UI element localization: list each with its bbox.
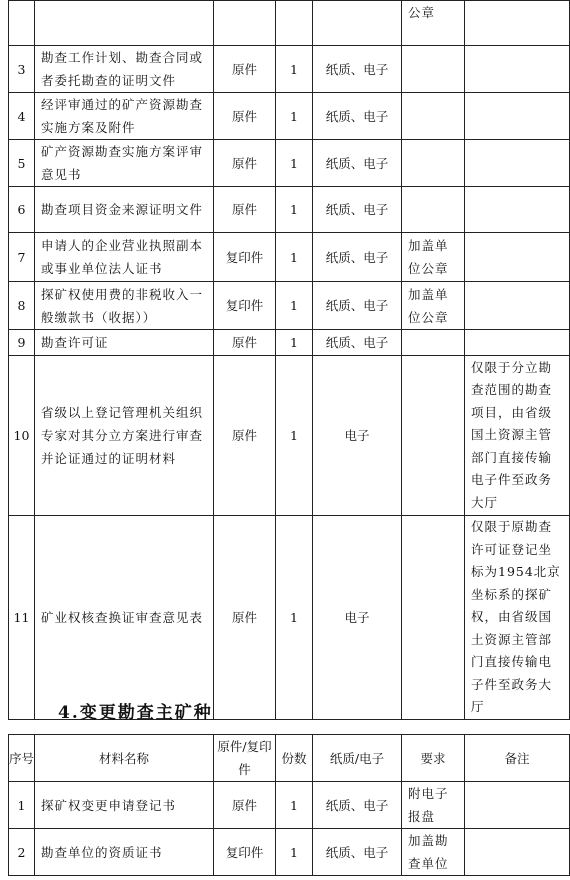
row-type: 原件: [214, 330, 276, 356]
row-count: 1: [276, 282, 313, 330]
row-req: [402, 46, 465, 93]
row-media: 纸质、电子: [313, 233, 402, 282]
row-note: [465, 782, 570, 829]
materials-table-continued: [8, 0, 570, 720]
row-media: 纸质、电子: [313, 282, 402, 330]
row-name: 勘查工作计划、勘查合同或者委托勘查的证明文件: [35, 46, 214, 93]
row-type: 原件: [214, 516, 276, 720]
row-req: [402, 93, 465, 140]
row-req: 加盖单位公章: [402, 282, 465, 330]
row-media: 纸质、电子: [313, 140, 402, 187]
header-type: 原件/复印件: [214, 735, 276, 782]
table-row: [9, 140, 570, 187]
header-count: 份数: [276, 735, 313, 782]
row-req: [402, 356, 465, 516]
row-type: 原件: [214, 140, 276, 187]
header-media: 纸质/电子: [313, 735, 402, 782]
row-type: 原件: [214, 782, 276, 829]
row-name: 探矿权使用费的非税收入一般缴款书（收据））: [35, 282, 214, 330]
table1-body: [9, 1, 570, 720]
row-no: 3: [9, 46, 35, 93]
row-req: 加盖勘查单位: [402, 829, 465, 876]
row-name: 矿业权核查换证审查意见表: [35, 516, 214, 720]
section-title: 4.变更勘查主矿种: [58, 703, 213, 723]
table-row: [9, 356, 570, 516]
table-row: [9, 1, 570, 46]
row-media: 纸质、电子: [313, 93, 402, 140]
materials-table: [8, 734, 570, 876]
row-note: [465, 93, 570, 140]
header-req: 要求: [402, 735, 465, 782]
row-type: 原件: [214, 187, 276, 233]
table-row: [9, 516, 570, 720]
row-count: [276, 1, 313, 46]
table2-header: [9, 735, 570, 782]
row-count: 1: [276, 46, 313, 93]
row-name: [35, 1, 214, 46]
table2-body: [9, 782, 570, 876]
row-type: 原件: [214, 93, 276, 140]
row-count: 1: [276, 140, 313, 187]
row-type: 复印件: [214, 282, 276, 330]
table-row: [9, 233, 570, 282]
row-count: 1: [276, 93, 313, 140]
row-req: 加盖单位公章: [402, 233, 465, 282]
table-row: [9, 282, 570, 330]
row-media: 纸质、电子: [313, 330, 402, 356]
row-count: 1: [276, 829, 313, 876]
row-name: 省级以上登记管理机关组织专家对其分立方案进行审查并论证通过的证明材料: [35, 356, 214, 516]
table-row: [9, 782, 570, 829]
row-name: 勘查项目资金来源证明文件: [35, 187, 214, 233]
row-name: 申请人的企业营业执照副本或事业单位法人证书: [35, 233, 214, 282]
row-note: [465, 140, 570, 187]
row-media: 纸质、电子: [313, 782, 402, 829]
row-type: 复印件: [214, 829, 276, 876]
row-req: [402, 140, 465, 187]
row-note: [465, 187, 570, 233]
row-no: 7: [9, 233, 35, 282]
row-req: [402, 330, 465, 356]
table-header-row: [9, 735, 570, 782]
table-row: [9, 187, 570, 233]
row-name: 经评审通过的矿产资源勘查实施方案及附件: [35, 93, 214, 140]
table-row: [9, 46, 570, 93]
row-req: [402, 516, 465, 720]
row-no: 5: [9, 140, 35, 187]
table-row: [9, 93, 570, 140]
row-req: 公章: [402, 1, 465, 46]
row-no: 9: [9, 330, 35, 356]
row-type: 原件: [214, 46, 276, 93]
row-no: 10: [9, 356, 35, 516]
header-no: 序号: [9, 735, 35, 782]
row-no: [9, 1, 35, 46]
row-note: [465, 330, 570, 356]
row-count: 1: [276, 330, 313, 356]
row-media: 纸质、电子: [313, 829, 402, 876]
row-note: [465, 46, 570, 93]
row-note: 仅限于分立勘查范围的勘查项目，由省级国土资源主管部门直接传输电子件至政务大厅: [465, 356, 570, 516]
row-no: 2: [9, 829, 35, 876]
row-note: [465, 829, 570, 876]
row-note: [465, 282, 570, 330]
row-media: [313, 1, 402, 46]
row-name: 勘查单位的资质证书: [35, 829, 214, 876]
table-row: [9, 330, 570, 356]
row-count: 1: [276, 187, 313, 233]
row-req: 附电子报盘: [402, 782, 465, 829]
row-name: 矿产资源勘查实施方案评审意见书: [35, 140, 214, 187]
row-count: 1: [276, 516, 313, 720]
row-count: 1: [276, 233, 313, 282]
row-no: 6: [9, 187, 35, 233]
header-note: 备注: [465, 735, 570, 782]
row-count: 1: [276, 782, 313, 829]
row-no: 1: [9, 782, 35, 829]
row-note: [465, 233, 570, 282]
row-media: 纸质、电子: [313, 46, 402, 93]
row-no: 8: [9, 282, 35, 330]
row-media: 电子: [313, 516, 402, 720]
row-type: [214, 1, 276, 46]
table-row: [9, 829, 570, 876]
header-name: 材料名称: [35, 735, 214, 782]
row-req: [402, 187, 465, 233]
row-name: 勘查许可证: [35, 330, 214, 356]
row-media: 电子: [313, 356, 402, 516]
row-name: 探矿权变更申请登记书: [35, 782, 214, 829]
row-type: 复印件: [214, 233, 276, 282]
row-count: 1: [276, 356, 313, 516]
row-note: [465, 1, 570, 46]
row-note: 仅限于原勘查许可证登记坐标为1954北京坐标系的探矿权，由省级国土资源主管部门直接传输电子件至政务大厅: [465, 516, 570, 720]
row-media: 纸质、电子: [313, 187, 402, 233]
row-no: 11: [9, 516, 35, 720]
row-no: 4: [9, 93, 35, 140]
row-type: 原件: [214, 356, 276, 516]
